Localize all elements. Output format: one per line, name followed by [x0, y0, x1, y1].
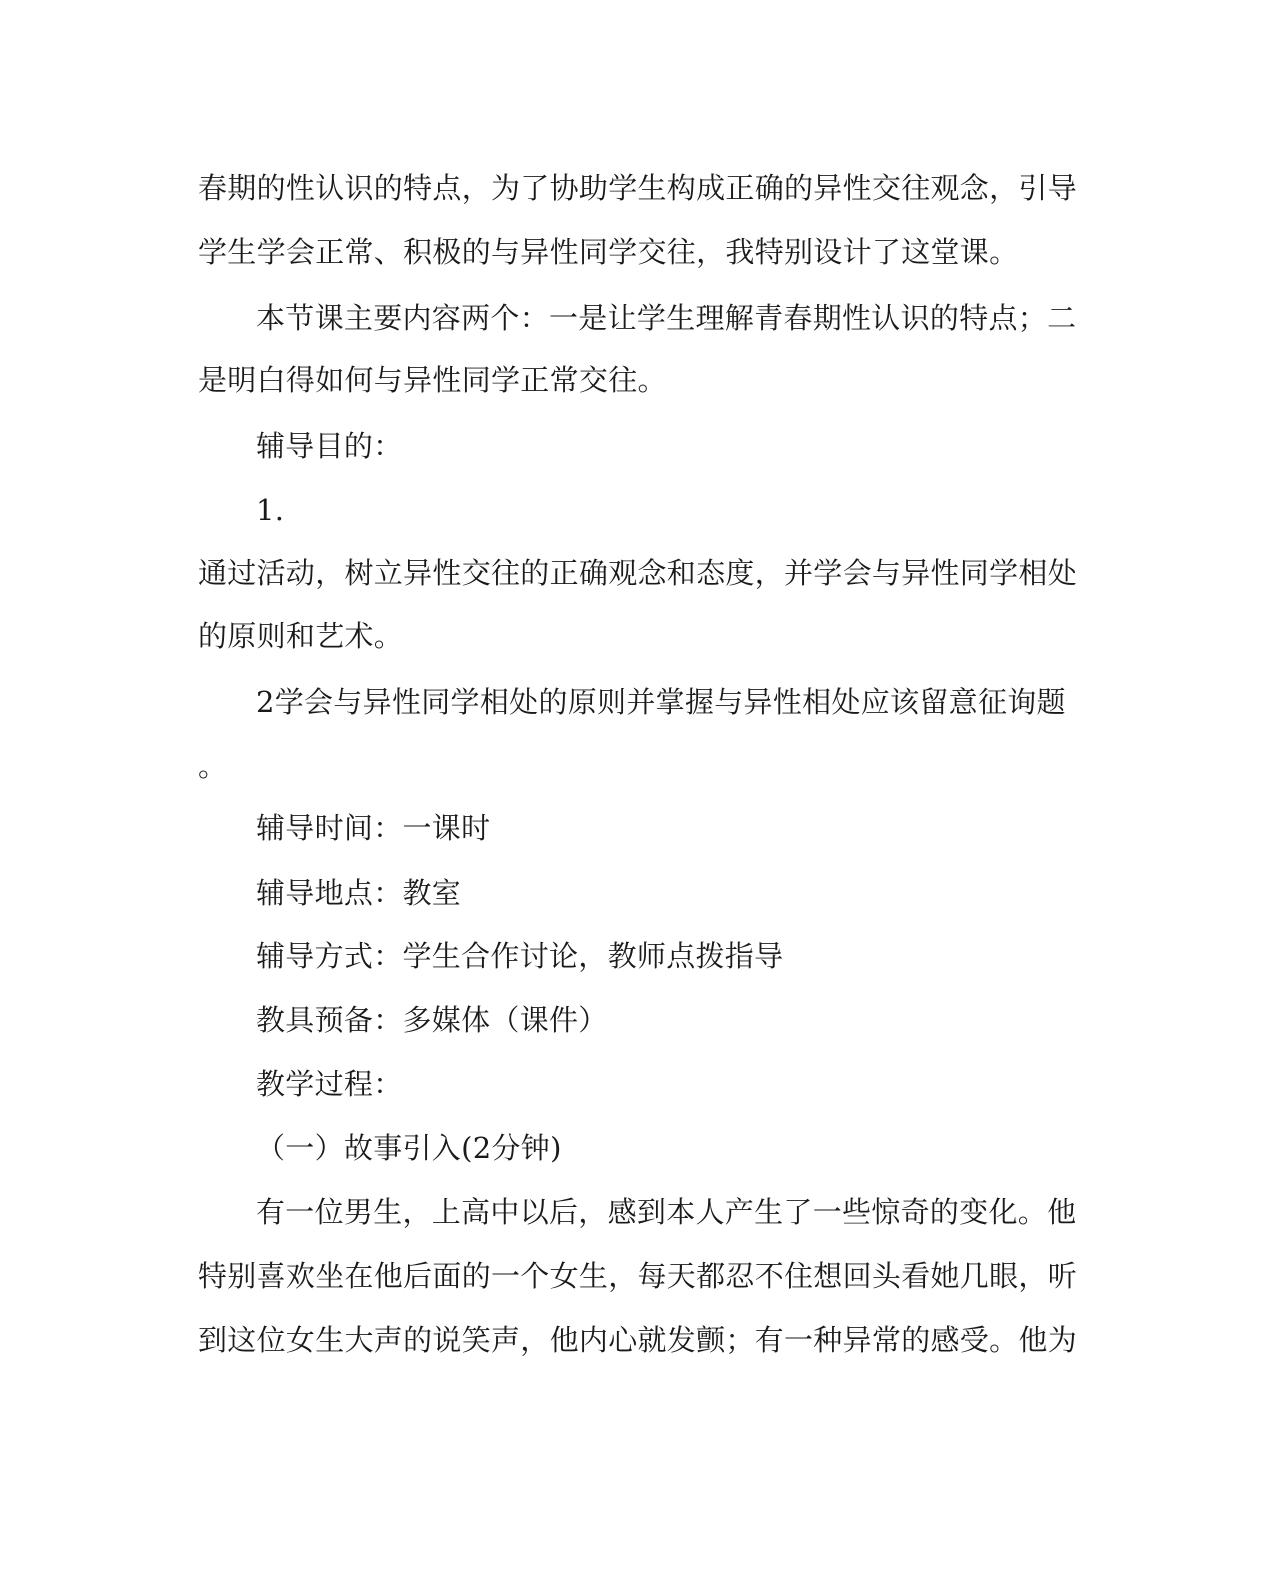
paragraph-line: 是明白得如何与异性同学正常交往。 [198, 363, 667, 397]
paragraph-line: 学生学会正常、积极的与异性同学交往，我特别设计了这堂课。 [198, 235, 1019, 269]
info-line: 辅导地点：教室 [256, 876, 462, 910]
paragraph-line: 2学会与异性同学相处的原则并掌握与异性相处应该留意征询题 [256, 685, 1066, 719]
list-number: 1. [256, 493, 285, 527]
section-heading: （一）故事引入(2分钟) [256, 1131, 562, 1165]
paragraph-line: 春期的性认识的特点，为了协助学生构成正确的异性交往观念，引导 [198, 171, 1078, 205]
info-line: 教具预备：多媒体（课件） [256, 1003, 608, 1037]
paragraph-line: 有一位男生，上高中以后，感到本人产生了一些惊奇的变化。他 [256, 1195, 1077, 1229]
paragraph-line: 。 [198, 749, 228, 783]
section-heading: 教学过程： [256, 1067, 403, 1101]
paragraph-line: 特别喜欢坐在他后面的一个女生，每天都忍不住想回头看她几眼，听 [198, 1259, 1078, 1293]
paragraph-line: 通过活动，树立异性交往的正确观念和态度，并学会与异性同学相处 [198, 556, 1078, 590]
info-line: 辅导时间：一课时 [256, 811, 491, 845]
info-line: 辅导方式：学生合作讨论，教师点拨指导 [256, 939, 784, 973]
paragraph-line: 的原则和艺术。 [198, 619, 404, 653]
section-heading: 辅导目的： [256, 429, 403, 463]
paragraph-line: 到这位女生大声的说笑声，他内心就发颤；有一种异常的感受。他为 [198, 1323, 1078, 1357]
paragraph-line: 本节课主要内容两个：一是让学生理解青春期性认识的特点；二 [256, 301, 1077, 335]
